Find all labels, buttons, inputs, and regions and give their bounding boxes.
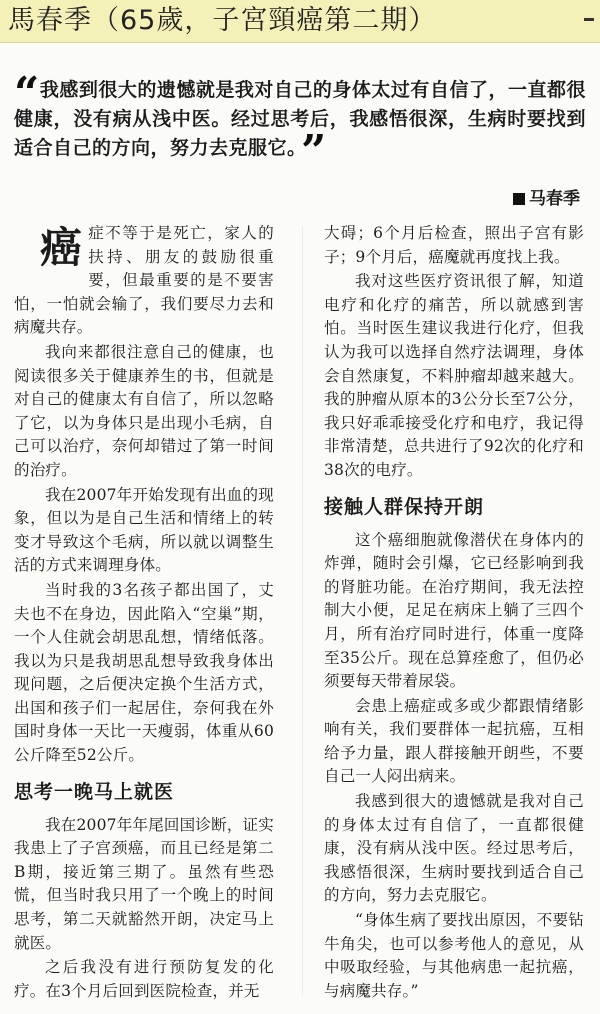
square-icon — [513, 193, 525, 205]
paragraph: 我感到很大的遗憾就是我对自己的身体太过有自信了，一直都很健康，没有病从浅中医。经过思考后，我感悟很深，生病时要找到适合自己的方向，努力去克服它。 — [324, 792, 584, 905]
open-quote-mark: “ — [14, 68, 40, 119]
pull-quote-text: 我感到很大的遗憾就是我对自己的身体太过有自信了，一直都很健康，没有病从浅中医。经过思考后，我感悟很深，生病时要找到适合自己的方向，努力去克服它。 — [14, 79, 586, 159]
paragraph: 会患上癌症或多或少都跟情绪影响有关，我们要群体一起抗癌，互相给予力量，跟人群接触开朗些，不要自己一人闷出病来。 — [324, 696, 584, 786]
header-dash — [584, 18, 594, 21]
paragraph: “身体生病了要找出原因，不要钻牛角尖，也可以参考他人的意见，从中吸取经验，与其他病患一起抗癌，与病魔共存。” — [324, 911, 584, 1000]
byline — [513, 184, 580, 209]
paragraph: 我对这些医疗资讯很了解，知道电疗和化疗的痛苦，所以就感到害怕。当时医生建议我进行化疗，但我认为我可以选择自然疗法调理，身体会自然康复，不料肿瘤却越来越大。我的肿瘤从原本的3公分长至7公分，我只好乖乖接受化疗和电疗，我记得非常清楚，总共进行了92次的化疗和38次的电疗。 — [324, 272, 584, 479]
paragraph: 当时我的3名孩子都出国了，丈夫也不在身边，因此陷入“空巢”期，一个人住就会胡思乱想，情绪低落。我以为只是我胡思乱想导致我身体出现问题，之后便决定换个生活方式，出国和孩子们一起居住，奈何我在外国时身体一天比一天瘦弱，体重从60公斤降至52公斤。 — [14, 580, 274, 765]
pull-quote — [14, 68, 586, 177]
paragraph: 我在2007年年尾回国诊断，证实我患上了子宫颈癌，而且已经是第二B期，接近第三期了。虽然有些恐慌，但当时我只用了一个晚上的时间思考，第二天就豁然开朗，决定马上就医。 — [14, 815, 274, 952]
page-title: 馬春季（65歲，子宮頸癌第二期） — [8, 5, 437, 36]
close-quote-mark: ” — [301, 126, 327, 177]
article-column-right — [324, 222, 584, 1004]
pull-quote-paragraph — [14, 68, 586, 177]
paragraph: 这个癌细胞就像潜伏在身体内的炸弹，随时会引爆，它已经影响到我的肾脏功能。在治疗期间，我无法控制大小便，足足在病床上躺了三四个月，所有治疗同时进行，体重一度降至35公斤。现在总算痊愈了，但仍必须要每天带着尿袋。 — [324, 530, 584, 691]
paragraph: 我向来都很注意自己的健康，也阅读很多关于健康养生的书，但就是对自己的健康太有自信了，所以忽略了它，以为身体只是出现小毛病，自己可以治疗，奈何却错过了第一时间的治疗。 — [14, 342, 274, 479]
section-heading: 思考一晚马上就医 — [14, 780, 175, 803]
paragraph-text: 症不等于是死亡，家人的扶持、朋友的鼓励很重要，但最重要的是不要害怕，一怕就会输了，我们要尽力去和病魔共存。 — [14, 224, 274, 337]
column-divider — [302, 226, 303, 996]
paragraph: 我在2007年开始发现有出血的现象，但以为是自己生活和情绪上的转变才导致这个毛病，所以就以调整生活的方式来调理身体。 — [14, 485, 274, 575]
article-column-left — [14, 222, 274, 1004]
paragraph: 大碍；6个月后检查，照出子宫有影子；9个月后，癌魔就再度找上我。 — [324, 224, 584, 266]
drop-cap: 癌 — [40, 223, 83, 272]
paragraph: 之后我没有进行预防复发的化疗。在3个月后回到医院检查，并无 — [14, 958, 274, 1000]
header-banner — [0, 0, 600, 43]
paragraph — [14, 222, 274, 340]
section-heading: 接触人群保持开朗 — [324, 495, 485, 518]
byline-name: 马春季 — [529, 189, 580, 209]
